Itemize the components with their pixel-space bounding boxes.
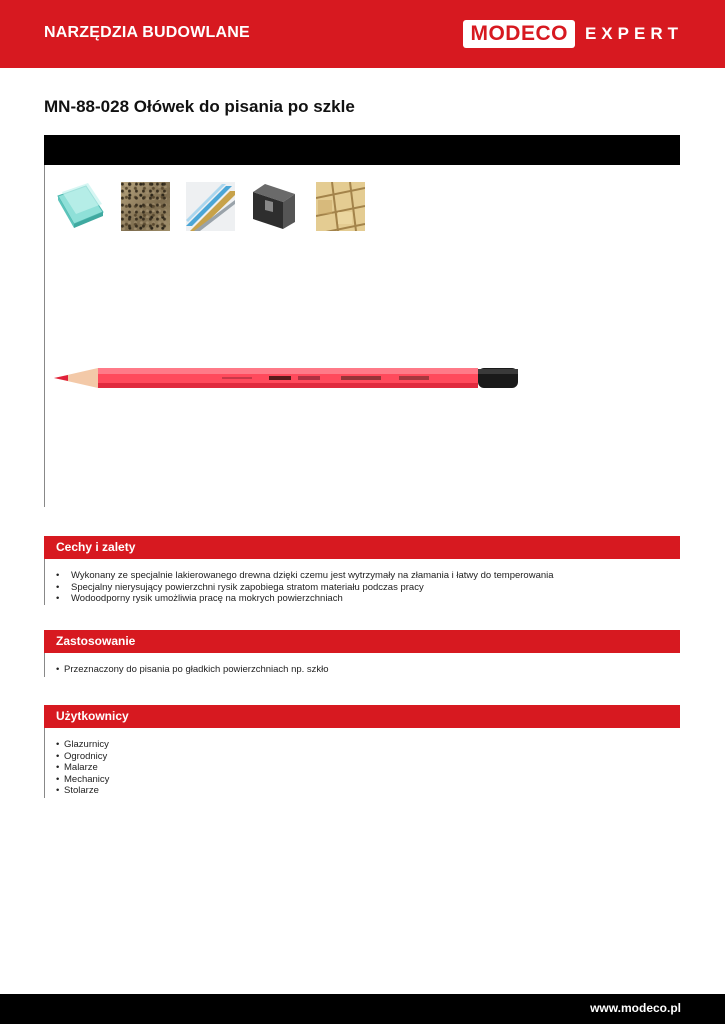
users-list bbox=[56, 739, 109, 797]
product-title: MN-88-028 Ołówek do pisania po szkle bbox=[44, 97, 355, 116]
features-list bbox=[56, 570, 554, 605]
steel-profile-icon bbox=[251, 182, 300, 231]
list-item: • Malarze bbox=[56, 762, 109, 774]
features-divider bbox=[44, 559, 45, 605]
list-item: • Mechanicy bbox=[56, 774, 109, 786]
list-item: • Ogrodnicy bbox=[56, 751, 109, 763]
product-image bbox=[54, 366, 520, 390]
profile-icon bbox=[186, 182, 235, 231]
list-item: • Wodoodporny rysik umożliwia pracę na mokrych powierzchniach bbox=[56, 593, 554, 605]
brand-logo[interactable] bbox=[463, 19, 683, 49]
application-heading: Zastosowanie bbox=[56, 634, 136, 648]
gallery-divider bbox=[44, 165, 45, 507]
application-divider bbox=[44, 653, 45, 677]
granite-icon bbox=[121, 182, 170, 231]
users-divider bbox=[44, 728, 45, 798]
footer-bar bbox=[0, 994, 725, 1024]
list-item: • Specjalny nierysujący powierzchni rysik zapobiega stratom materiału podczas pracy bbox=[56, 582, 554, 594]
tile-icon bbox=[316, 182, 365, 231]
list-item: • Glazurnicy bbox=[56, 739, 109, 751]
spec-bar bbox=[44, 135, 680, 165]
list-item: • Przeznaczony do pisania po gładkich powierzchniach np. szkło bbox=[56, 664, 329, 676]
header-bar bbox=[0, 0, 725, 68]
material-thumbnails bbox=[56, 182, 365, 231]
list-item: • Stolarze bbox=[56, 785, 109, 797]
users-header bbox=[44, 705, 680, 728]
list-item: • Wykonany ze specjalnie lakierowanego drewna dzięki czemu jest wytrzymały na złamania i łatwy do temperowania bbox=[56, 570, 554, 582]
website-link[interactable]: www.modeco.pl bbox=[590, 1001, 681, 1015]
application-header bbox=[44, 630, 680, 653]
users-heading: Użytkownicy bbox=[56, 709, 129, 723]
category-title: NARZĘDZIA BUDOWLANE bbox=[44, 24, 250, 41]
application-list bbox=[56, 664, 329, 676]
logo-main: MODECO bbox=[463, 20, 575, 48]
features-heading: Cechy i zalety bbox=[56, 540, 136, 554]
glass-icon bbox=[56, 182, 105, 231]
features-header bbox=[44, 536, 680, 559]
logo-sub: EXPERT bbox=[584, 24, 683, 43]
